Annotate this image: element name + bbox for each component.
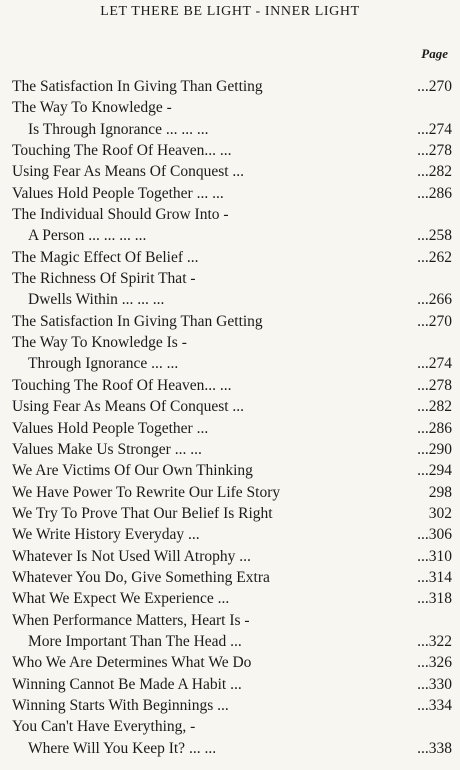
toc-entry-page: ...286 (417, 184, 452, 202)
toc-entry-title: We Try To Prove That Our Belief Is Right (12, 504, 273, 522)
toc-entry-page: ...270 (417, 78, 452, 95)
toc-entry (12, 439, 452, 460)
toc-entry (12, 652, 452, 673)
toc-entry-title: Winning Cannot Be Made A Habit ... (12, 675, 242, 693)
toc-entry-title: The Way To Knowledge - (12, 99, 172, 117)
toc-entry-title: We Write History Everyday ... (12, 526, 200, 544)
toc-entry (12, 610, 452, 631)
toc-entry-page: ...282 (417, 398, 452, 416)
toc-entry-title: A Person ... ... ... ... (28, 227, 147, 245)
toc-entry (12, 396, 452, 417)
toc-entry-page: ...330 (417, 675, 452, 693)
toc-entry-title: Dwells Within ... ... ... (28, 291, 165, 309)
toc-entry-page: ...286 (417, 419, 452, 437)
toc-entry-page: ...322 (417, 632, 452, 650)
toc-entry (12, 268, 452, 289)
toc-entry-page: ...262 (417, 248, 452, 266)
toc-entry-page: ...290 (417, 440, 452, 458)
toc-entry-page: ...338 (417, 739, 452, 757)
toc-entry-page: ...310 (417, 547, 452, 565)
toc-entry (12, 289, 452, 310)
toc-entry-title: Through Ignorance ... ... (28, 355, 179, 373)
toc-entry-title: When Performance Matters, Heart Is - (12, 611, 250, 629)
toc-entry-page: ...258 (417, 227, 452, 245)
toc-entry (12, 332, 452, 353)
toc-entry-page: ...318 (417, 590, 452, 608)
toc-entry (12, 524, 452, 545)
toc-entry-title: The Way To Knowledge Is - (12, 334, 187, 352)
toc-entry-title: The Individual Should Grow Into - (12, 206, 229, 224)
toc-entry (12, 460, 452, 481)
toc-entry (12, 375, 452, 396)
toc-entry (12, 97, 452, 118)
toc-entry-title: The Richness Of Spirit That - (12, 270, 196, 288)
toc-entry-title: Is Through Ignorance ... ... ... (28, 120, 209, 138)
toc-entry (12, 546, 452, 567)
toc-entry (12, 311, 452, 332)
toc-entry-title: We Are Victims Of Our Own Thinking (12, 462, 253, 480)
toc-entry (12, 353, 452, 374)
toc-entry (12, 183, 452, 204)
toc-entry-page: 302 (428, 504, 452, 522)
toc-entry-title: Values Hold People Together ... (12, 419, 209, 437)
toc-entry-title: Where Will You Keep It? ... ... (28, 739, 217, 757)
toc-entry (12, 567, 452, 588)
toc-entry-page: ...306 (417, 526, 452, 544)
toc-entry-page: ...274 (417, 120, 452, 138)
toc-entry (12, 503, 452, 524)
toc-entry-title: Values Make Us Stronger ... ... (12, 440, 202, 458)
toc-entry-title: We Have Power To Rewrite Our Life Story (12, 483, 281, 501)
toc-entry-page: ...270 (417, 312, 452, 330)
toc-entry-title: Values Hold People Together ... ... (12, 184, 224, 202)
toc-entry-title: The Satisfaction In Giving Than Getting (12, 78, 263, 95)
toc-entry-title: Using Fear As Means Of Conquest ... (12, 398, 245, 416)
toc-entry-page: ...314 (417, 568, 452, 586)
toc-entry-page: ...282 (417, 163, 452, 181)
table-of-contents (12, 76, 452, 759)
toc-entry-title: The Magic Effect Of Belief ... (12, 248, 199, 266)
toc-entry (12, 76, 452, 97)
toc-entry (12, 161, 452, 182)
toc-entry (12, 418, 452, 439)
toc-entry-page: ...278 (417, 142, 452, 160)
toc-entry-page: ...334 (417, 696, 452, 714)
toc-entry (12, 247, 452, 268)
toc-entry-title: Whatever You Do, Give Something Extra (12, 568, 270, 586)
toc-entry-title: The Satisfaction In Giving Than Getting (12, 312, 263, 330)
page-column-label: Page (421, 46, 448, 61)
toc-entry-page: ...266 (417, 291, 452, 309)
toc-entry-title: What We Expect We Experience ... (12, 590, 230, 608)
toc-entry-title: You Can't Have Everything, - (12, 718, 196, 736)
toc-entry (12, 119, 452, 140)
toc-entry (12, 225, 452, 246)
toc-entry-title: Touching The Roof Of Heaven... ... (12, 376, 232, 394)
toc-entry-title: Winning Starts With Beginnings ... (12, 696, 229, 714)
toc-entry-page: 298 (428, 483, 452, 501)
toc-entry-title: Touching The Roof Of Heaven... ... (12, 142, 232, 160)
toc-entry (12, 674, 452, 695)
toc-entry-page: ...326 (417, 654, 452, 672)
toc-entry-page: ...294 (417, 462, 452, 480)
toc-entry (12, 204, 452, 225)
toc-entry (12, 140, 452, 161)
toc-entry-title: Whatever Is Not Used Will Atrophy ... (12, 547, 251, 565)
page-header: LET THERE BE LIGHT - INNER LIGHT (100, 4, 360, 19)
toc-entry (12, 716, 452, 737)
toc-entry-page: ...278 (417, 376, 452, 394)
toc-entry (12, 482, 452, 503)
toc-entry (12, 631, 452, 652)
toc-entry-title: Who We Are Determines What We Do (12, 654, 252, 672)
toc-entry (12, 738, 452, 759)
toc-entry-title: Using Fear As Means Of Conquest ... (12, 163, 245, 181)
toc-entry (12, 588, 452, 609)
toc-entry-title: More Important Than The Head ... (28, 632, 242, 650)
toc-entry (12, 695, 452, 716)
toc-entry-page: ...274 (417, 355, 452, 373)
